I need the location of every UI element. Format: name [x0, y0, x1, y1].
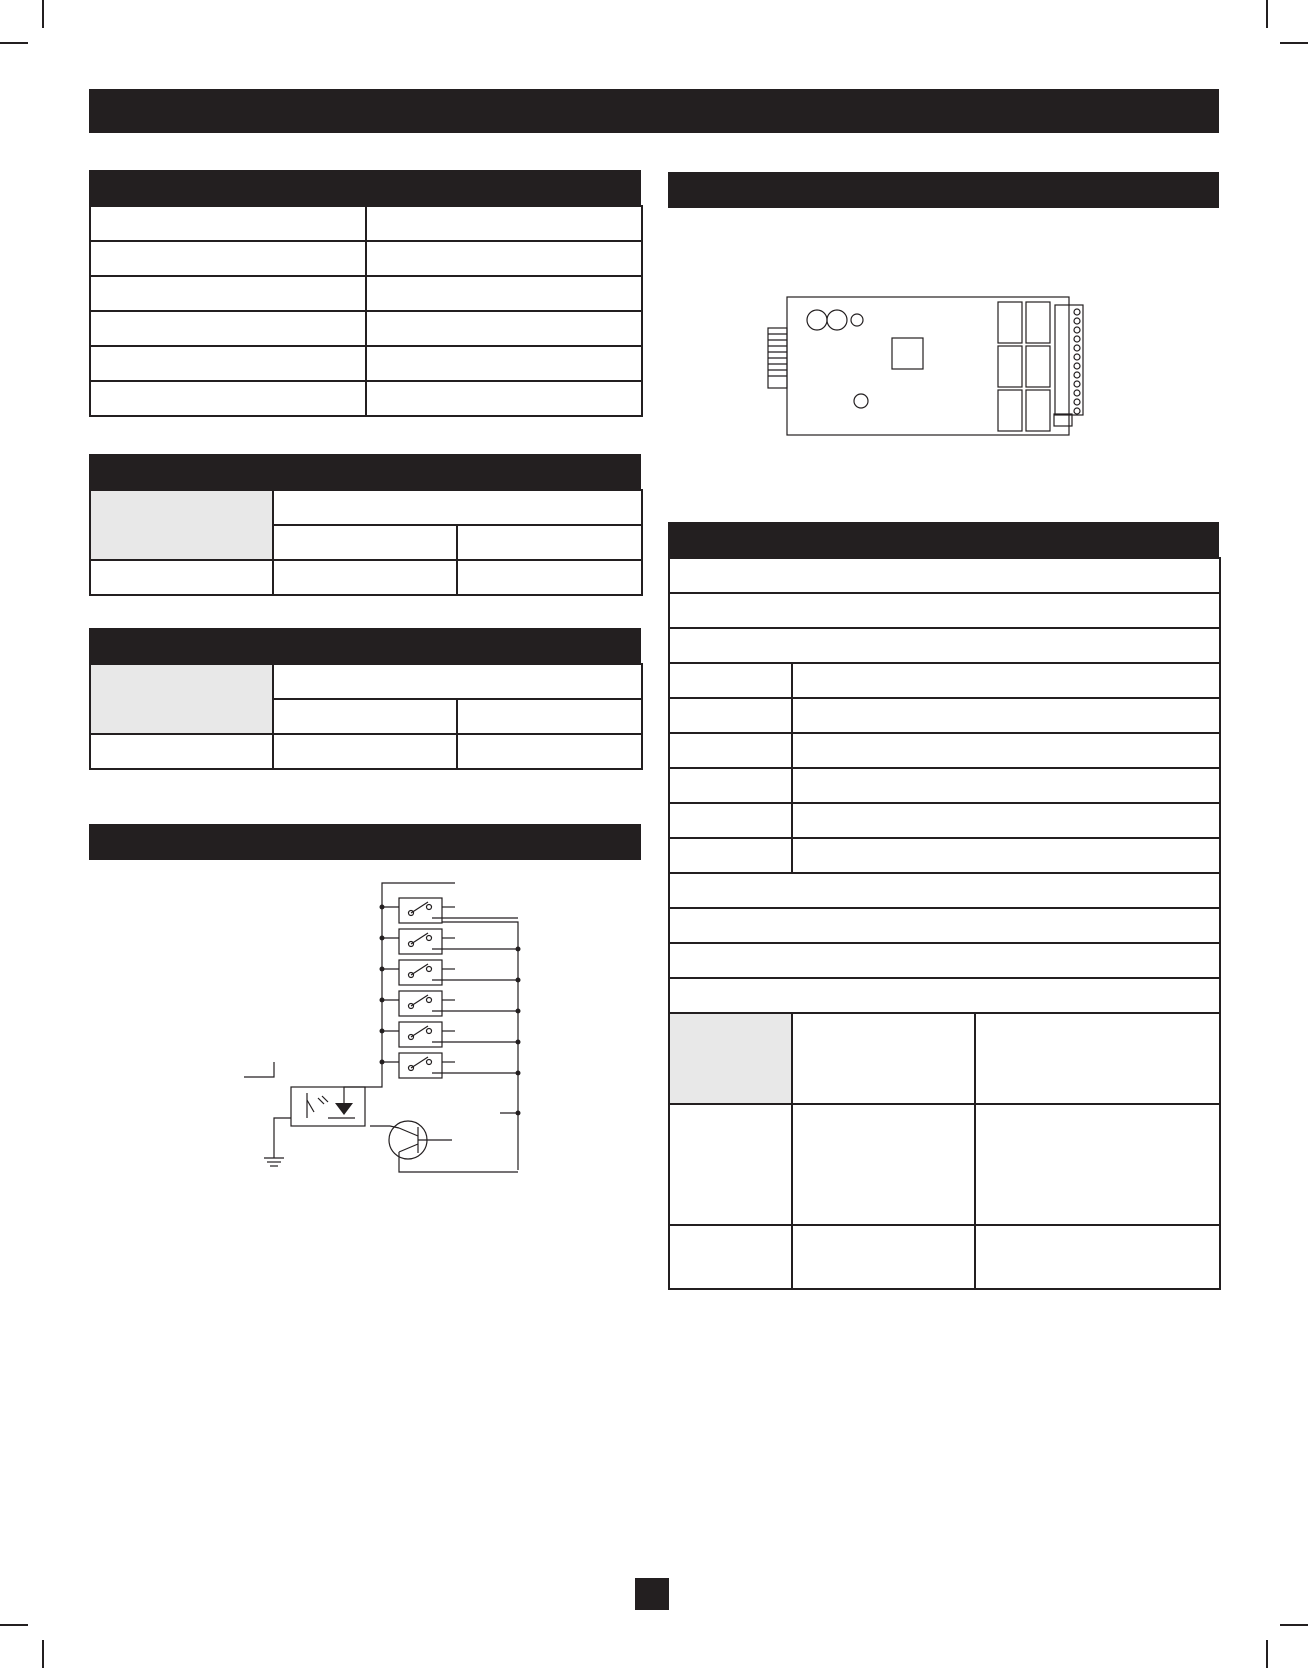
schematic-wire — [382, 883, 455, 1062]
table-cell — [975, 1225, 1220, 1289]
card-header — [668, 172, 1219, 208]
card-led — [851, 314, 863, 326]
card-led — [807, 310, 827, 330]
card-board — [787, 297, 1069, 435]
optocoupler — [291, 1087, 365, 1126]
spec-header — [668, 522, 1219, 558]
table-cell — [792, 733, 1220, 768]
table-row — [669, 768, 1220, 803]
schematic-wire — [399, 1152, 518, 1172]
table-cell — [669, 1225, 792, 1289]
card-relay — [998, 346, 1022, 387]
relay-box — [399, 1053, 442, 1078]
table-head-cell — [975, 1013, 1220, 1104]
crop-mark — [1266, 0, 1268, 28]
crop-mark — [1280, 1624, 1308, 1626]
table-row — [669, 663, 1220, 698]
table-cell — [975, 1104, 1220, 1225]
table-cell — [669, 558, 1220, 593]
table-cell — [792, 663, 1220, 698]
table-head-cell — [792, 1013, 975, 1104]
card-relay — [1026, 390, 1050, 431]
table-row — [669, 1104, 1220, 1225]
table-cell — [669, 908, 1220, 943]
table-cell — [669, 698, 792, 733]
table-cell — [669, 943, 1220, 978]
card-relay — [998, 302, 1022, 343]
card-relay — [1026, 302, 1050, 343]
table-row — [669, 908, 1220, 943]
table-row — [669, 1013, 1220, 1104]
led-symbol — [335, 1103, 353, 1115]
card-component — [854, 394, 868, 408]
crop-mark — [1280, 42, 1308, 44]
card-relay — [998, 390, 1022, 431]
page-number — [635, 1578, 669, 1610]
table-cell — [669, 838, 792, 873]
crop-mark — [0, 1624, 28, 1626]
spec-table — [668, 557, 1221, 1290]
relay-schematic — [0, 0, 700, 1200]
table-row — [669, 873, 1220, 908]
relay-box — [399, 1022, 442, 1047]
table-cell — [792, 698, 1220, 733]
table-row — [669, 943, 1220, 978]
table-cell — [792, 1104, 975, 1225]
card-terminals — [1074, 309, 1080, 414]
table-row — [669, 803, 1220, 838]
table-row — [669, 733, 1220, 768]
relay-bank — [399, 898, 442, 1078]
table-cell — [792, 1225, 975, 1289]
relay-box — [399, 929, 442, 954]
table-cell — [792, 768, 1220, 803]
relay-box — [399, 991, 442, 1016]
table-row — [669, 558, 1220, 593]
table-cell — [669, 803, 792, 838]
junction-dots — [380, 905, 521, 1116]
table-row — [669, 593, 1220, 628]
table-cell — [792, 803, 1220, 838]
card-chip — [892, 338, 923, 369]
card-led — [827, 310, 847, 330]
crop-mark — [42, 1640, 44, 1668]
table-row — [669, 628, 1220, 663]
relay-box — [399, 960, 442, 985]
schematic-wire — [442, 922, 518, 1170]
card-relay — [1026, 346, 1050, 387]
table-row — [669, 838, 1220, 873]
table-row — [669, 698, 1220, 733]
relay-card-illustration — [760, 290, 1100, 440]
schematic-wire — [244, 1062, 274, 1077]
table-cell — [669, 768, 792, 803]
table-head-cell — [669, 1013, 792, 1104]
relay-box — [399, 898, 442, 923]
table-cell — [669, 1104, 792, 1225]
table-row — [669, 1225, 1220, 1289]
table-row — [669, 978, 1220, 1013]
crop-mark — [1266, 1640, 1268, 1668]
schematic-wire — [274, 1118, 291, 1158]
table-cell — [669, 593, 1220, 628]
table-cell — [669, 628, 1220, 663]
table-cell — [792, 838, 1220, 873]
table-cell — [669, 733, 792, 768]
table-cell — [669, 873, 1220, 908]
table-cell — [669, 978, 1220, 1013]
table-cell — [669, 663, 792, 698]
